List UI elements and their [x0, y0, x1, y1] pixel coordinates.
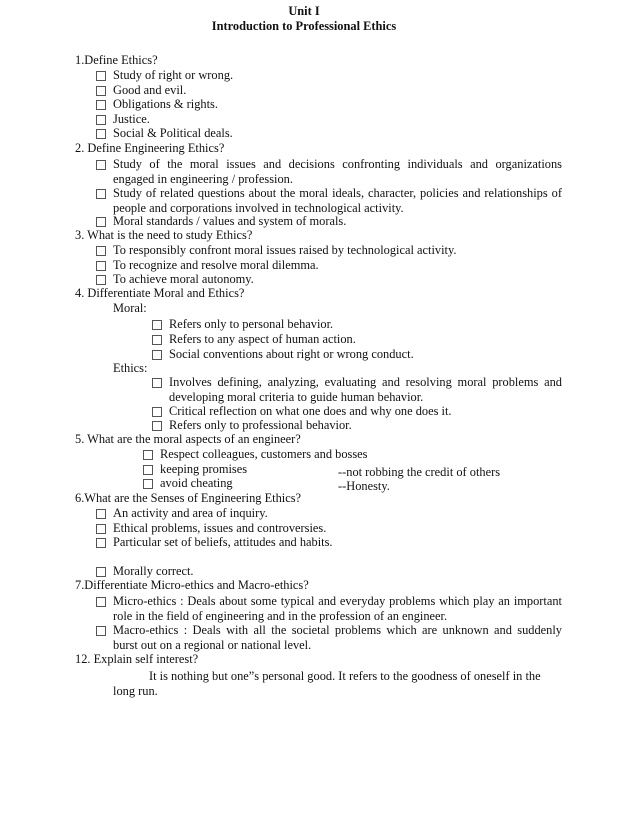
bullet-icon	[152, 421, 162, 431]
list-item: Good and evil.	[113, 83, 187, 97]
bullet-icon	[152, 378, 162, 388]
bullet-icon	[152, 407, 162, 417]
bullet-icon	[152, 335, 162, 345]
list-item: To achieve moral autonomy.	[113, 272, 254, 286]
list-item: Involves defining, analyzing, evaluating and resolving moral problems and developing moral criteria to guide human behavior.	[169, 375, 562, 404]
question-2: 2. Define Engineering Ethics?	[75, 141, 225, 155]
question-7: 7.Differentiate Micro-ethics and Macro-ethics?	[75, 578, 309, 592]
bullet-icon	[96, 246, 106, 256]
bullet-icon	[96, 626, 106, 636]
list-item: Justice.	[113, 112, 150, 126]
list-item: Refers only to professional behavior.	[169, 418, 352, 432]
page-title: Introduction to Professional Ethics	[211, 19, 397, 33]
list-item: Critical reflection on what one does and why one does it.	[169, 404, 452, 418]
list-item: Refers to any aspect of human action.	[169, 332, 356, 346]
list-item: Social & Political deals.	[113, 126, 233, 140]
question-1: 1.Define Ethics?	[75, 53, 158, 67]
bullet-icon	[96, 567, 106, 577]
list-item: keeping promises	[160, 462, 248, 476]
bullet-icon	[96, 189, 106, 199]
bullet-icon	[152, 350, 162, 360]
unit-heading: Unit I	[288, 4, 320, 18]
answer-text: It is nothing but one”s personal good. It refers to the goodness of oneself in the	[149, 669, 541, 683]
list-item: Macro-ethics : Deals with all the societal problems which are unknown and suddenly burst out on a regional or national level.	[113, 623, 562, 652]
list-item: Obligations & rights.	[113, 97, 218, 111]
bullet-icon	[143, 450, 153, 460]
list-item: Moral standards / values and system of morals.	[113, 214, 347, 228]
bullet-icon	[96, 261, 106, 271]
bullet-icon	[96, 115, 106, 125]
question-12: 12. Explain self interest?	[75, 652, 199, 666]
bullet-icon	[96, 217, 106, 227]
bullet-icon	[96, 597, 106, 607]
bullet-icon	[96, 100, 106, 110]
list-item: Study of related questions about the moral ideals, character, policies and relationships of people and corporations involved in technological activity.	[113, 186, 562, 215]
list-item: To responsibly confront moral issues raised by technological activity.	[113, 243, 457, 257]
bullet-icon	[96, 129, 106, 139]
bullet-icon	[143, 479, 153, 489]
note-text: --Honesty.	[338, 479, 390, 493]
ethics-label: Ethics:	[113, 361, 148, 375]
list-item: Study of the moral issues and decisions confronting individuals and organizations engaged in engineering / profession.	[113, 157, 562, 186]
list-item: Social conventions about right or wrong conduct.	[169, 347, 414, 361]
bullet-icon	[96, 160, 106, 170]
list-item: Morally correct.	[113, 564, 194, 578]
list-item: An activity and area of inquiry.	[113, 506, 268, 520]
bullet-icon	[96, 538, 106, 548]
question-5: 5. What are the moral aspects of an engineer?	[75, 432, 301, 446]
bullet-icon	[96, 275, 106, 285]
note-text: --not robbing the credit of others	[338, 465, 501, 479]
bullet-icon	[96, 71, 106, 81]
list-item: Respect colleagues, customers and bosses	[160, 447, 368, 461]
bullet-icon	[96, 86, 106, 96]
list-item: To recognize and resolve moral dilemma.	[113, 258, 319, 272]
list-item: Refers only to personal behavior.	[169, 317, 334, 331]
bullet-icon	[152, 320, 162, 330]
moral-label: Moral:	[113, 301, 147, 315]
list-item: avoid cheating	[160, 476, 233, 490]
answer-text: long run.	[113, 684, 158, 698]
question-6: 6.What are the Senses of Engineering Ethics?	[75, 491, 302, 505]
question-3: 3. What is the need to study Ethics?	[75, 228, 253, 242]
list-item: Study of right or wrong.	[113, 68, 234, 82]
list-item: Particular set of beliefs, attitudes and habits.	[113, 535, 333, 549]
bullet-icon	[143, 465, 153, 475]
list-item: Ethical problems, issues and controversies.	[113, 521, 327, 535]
list-item: Micro-ethics : Deals about some typical and everyday problems which play an important role in the field of engineering and in the profession of an engineer.	[113, 594, 562, 623]
question-4: 4. Differentiate Moral and Ethics?	[75, 286, 245, 300]
bullet-icon	[96, 524, 106, 534]
bullet-icon	[96, 509, 106, 519]
